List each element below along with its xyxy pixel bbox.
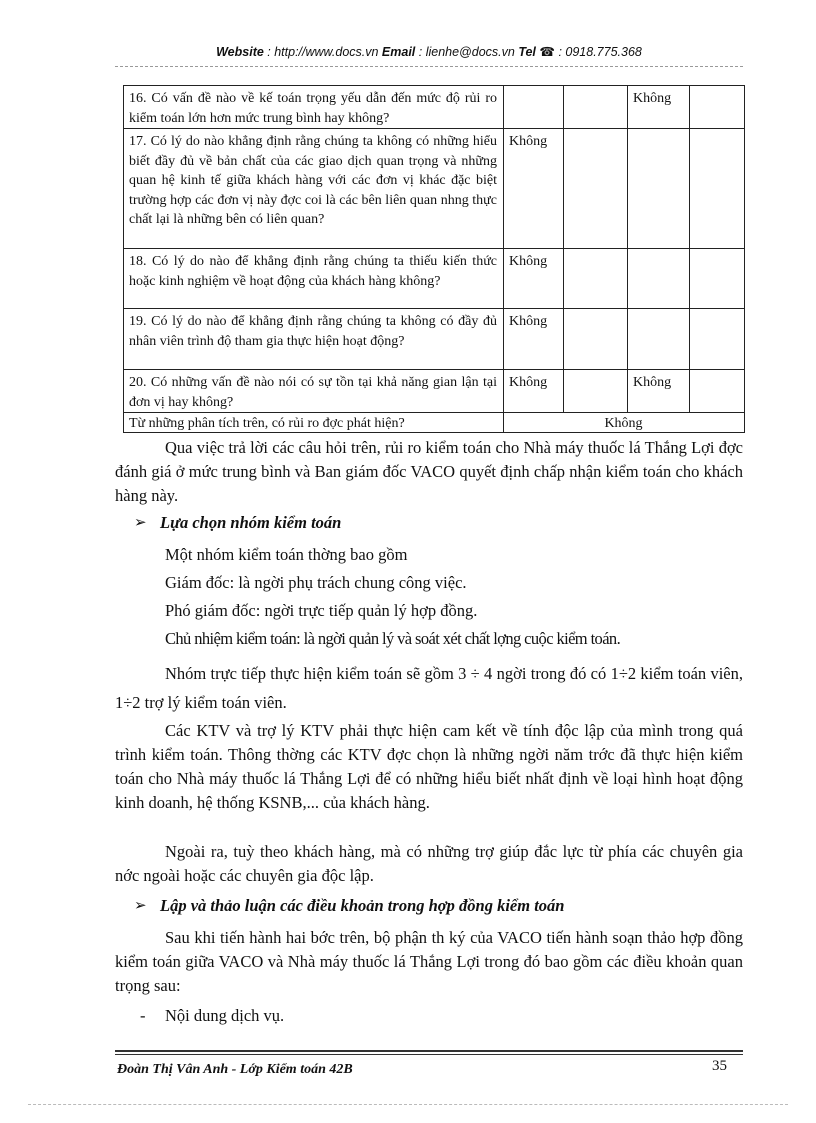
table-row <box>124 309 745 370</box>
table-row <box>124 249 745 309</box>
answer-cell <box>564 370 628 413</box>
tel-value: : 0918.775.368 <box>554 45 642 59</box>
answer-cell <box>628 129 690 249</box>
table-row <box>124 86 745 129</box>
answer-cell <box>628 249 690 309</box>
answer-cell: Không <box>628 86 690 129</box>
answer-cell <box>628 309 690 370</box>
answer-cell: Không <box>504 309 564 370</box>
answer-cell <box>690 86 745 129</box>
arrow-bullet-icon: ➢ <box>134 896 147 914</box>
answer-cell <box>690 249 745 309</box>
section-heading-team: Lựa chọn nhóm kiểm toán <box>160 513 342 532</box>
team-audit-manager: Chủ nhiệm kiểm toán: là ngời quản lý và soát xét chất lợng cuộc kiểm toán. <box>165 629 621 648</box>
website-value: : http://www.docs.vn <box>263 45 382 59</box>
paragraph-contract: Sau khi tiến hành hai bớc trên, bộ phận th ký của VACO tiến hành soạn thảo hợp đồng kiểm toán giữa VACO và Nhà máy thuốc lá Thắng Lợi trong đó bao gồm các điều khoản quan trọng sau: <box>115 928 743 995</box>
answer-cell <box>690 370 745 413</box>
phone-icon: ☎ <box>539 45 555 59</box>
answer-cell: Không <box>504 129 564 249</box>
website-label: Website <box>216 45 264 59</box>
summary-question-cell: Từ những phân tích trên, có rủi ro đợc phát hiện? <box>124 413 504 433</box>
paragraph-independence: Các KTV và trợ lý KTV phải thực hiện cam kết về tính độc lập của mình trong quá trình kiểm toán. Thông thờng các KTV đợc chọn là những ngời năm trớc đã thực hiện kiểm toán cho Nhà máy thuốc lá Thắng Lợi để có những hiểu biết nhất định về loại hình hoạt động kinh doanh, hệ thống KSNB,... của khách hàng. <box>115 721 743 812</box>
email-value: : lienhe@docs.vn <box>415 45 519 59</box>
team-director: Giám đốc: là ngời phụ trách chung công việc. <box>165 573 467 592</box>
footer-divider-thin <box>115 1054 743 1055</box>
page-header <box>115 44 743 59</box>
answer-cell <box>564 309 628 370</box>
answer-cell: Không <box>504 249 564 309</box>
answer-cell: Không <box>504 370 564 413</box>
answer-cell <box>690 129 745 249</box>
paragraph-team-size: Nhóm trực tiếp thực hiện kiểm toán sẽ gồm 3 ÷ 4 ngời trong đó có 1÷2 kiểm toán viên, 1÷2 trợ lý kiểm toán viên. <box>115 664 743 712</box>
summary-row <box>124 413 745 433</box>
answer-cell <box>564 86 628 129</box>
question-cell: 16. Có vấn đề nào về kế toán trọng yếu dẫn đến mức độ rủi ro kiểm toán lớn hơn mức trung bình hay không? <box>124 86 504 129</box>
risk-questionnaire-table <box>123 85 745 433</box>
email-label: Email <box>381 45 416 59</box>
table-row <box>124 129 745 249</box>
page-bottom-divider <box>28 1104 788 1105</box>
paragraph-conclusion: Qua việc trả lời các câu hỏi trên, rủi ro kiểm toán cho Nhà máy thuốc lá Thắng Lợi đợc đánh giá ở mức trung bình và Ban giám đốc VACO quyết định chấp nhận kiểm toán cho khách hàng này. <box>115 438 743 505</box>
team-deputy-director: Phó giám đốc: ngời trực tiếp quản lý hợp đồng. <box>165 601 478 620</box>
question-cell: 19. Có lý do nào để khẳng định rằng chúng ta không có đầy đủ nhân viên trình độ tham gia thực hiện hoạt động? <box>124 309 504 370</box>
footer-divider <box>115 1050 743 1052</box>
answer-cell <box>564 249 628 309</box>
answer-cell <box>504 86 564 129</box>
question-cell: 17. Có lý do nào khẳng định rằng chúng ta không có những hiểu biết đầy đủ về bản chất của các giao dịch quan trọng và những quan hệ kinh tế giữa khách hàng với các đơn vị khác đặc biệt trường hợp các đơn vị này đợc coi là các bên liên quan nhng thực chất lại là những bên có liên quan? <box>124 129 504 249</box>
footer-author: Đoàn Thị Vân Anh - Lớp Kiểm toán 42B <box>117 1062 353 1077</box>
page-number: 35 <box>712 1058 727 1074</box>
section-heading-contract: Lập và thảo luận các điều khoản trong hợp đồng kiểm toán <box>160 896 565 915</box>
question-cell: 18. Có lý do nào để khẳng định rằng chúng ta thiếu kiến thức hoặc kinh nghiệm về hoạt động của khách hàng không? <box>124 249 504 309</box>
answer-cell <box>564 129 628 249</box>
question-cell: 20. Có những vấn đề nào nói có sự tồn tại khả năng gian lận tại đơn vị hay không? <box>124 370 504 413</box>
answer-cell <box>690 309 745 370</box>
team-intro: Một nhóm kiểm toán thờng bao gồm <box>165 545 408 564</box>
table-row <box>124 370 745 413</box>
answer-cell: Không <box>628 370 690 413</box>
summary-answer-cell: Không <box>504 413 745 433</box>
dash-bullet-icon: - <box>140 1006 146 1025</box>
paragraph-experts: Ngoài ra, tuỳ theo khách hàng, mà có những trợ giúp đắc lực từ phía các chuyên gia nớc ngoài hoặc các chuyên gia độc lập. <box>115 842 743 885</box>
tel-label: Tel <box>518 45 536 59</box>
header-divider <box>115 66 743 67</box>
arrow-bullet-icon: ➢ <box>134 513 147 531</box>
list-item: Nội dung dịch vụ. <box>165 1006 285 1025</box>
